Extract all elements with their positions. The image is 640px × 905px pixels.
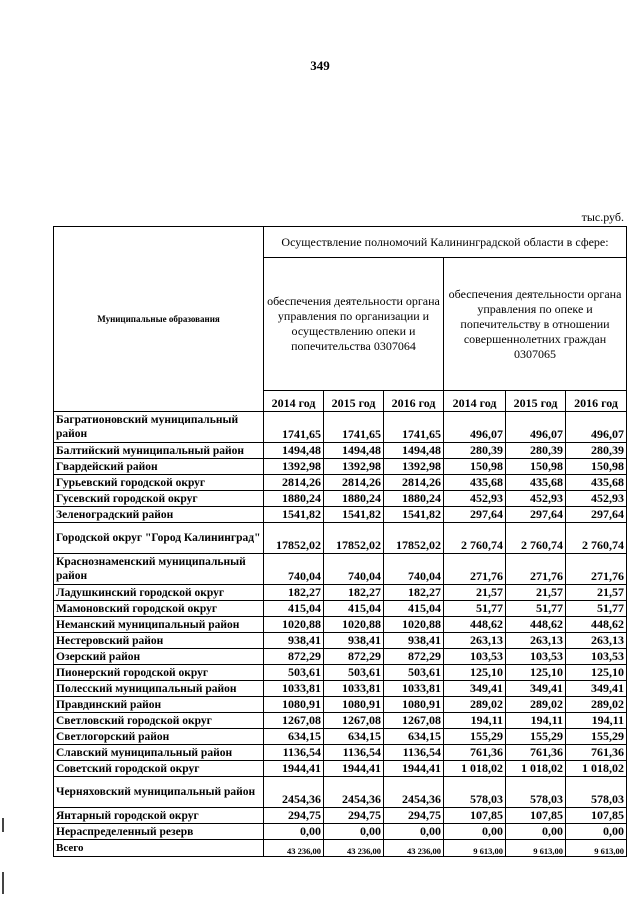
value-cell: 103,53 (444, 649, 506, 665)
municipality-name: Озерский район (54, 649, 264, 665)
value-cell: 1741,65 (264, 412, 324, 443)
value-cell: 1136,54 (264, 745, 324, 761)
table-row (54, 745, 627, 761)
table-row (54, 601, 627, 617)
year-header: 2016 год (566, 391, 627, 412)
value-cell: 280,39 (444, 443, 506, 459)
value-cell: 415,04 (324, 601, 384, 617)
value-cell: 1494,48 (264, 443, 324, 459)
municipality-name: Багратионовский муниципальный район (54, 412, 264, 443)
table-row (54, 808, 627, 824)
table-row (54, 507, 627, 523)
value-cell: 1541,82 (324, 507, 384, 523)
value-cell: 271,76 (444, 554, 506, 585)
value-cell: 578,03 (444, 777, 506, 808)
value-cell: 1267,08 (264, 713, 324, 729)
year-header: 2016 год (384, 391, 444, 412)
value-cell: 297,64 (506, 507, 566, 523)
total-value: 9 613,00 (566, 840, 627, 857)
value-cell: 0,00 (384, 824, 444, 840)
value-cell: 1 018,02 (444, 761, 506, 777)
value-cell: 448,62 (444, 617, 506, 633)
value-cell: 1541,82 (264, 507, 324, 523)
year-header: 2014 год (444, 391, 506, 412)
table-row (54, 491, 627, 507)
value-cell: 194,11 (566, 713, 627, 729)
value-cell: 21,57 (506, 585, 566, 601)
value-cell: 503,61 (324, 665, 384, 681)
table-row (54, 554, 627, 585)
value-cell: 289,02 (444, 697, 506, 713)
value-cell: 1392,98 (324, 459, 384, 475)
total-value: 9 613,00 (444, 840, 506, 857)
value-cell: 21,57 (566, 585, 627, 601)
value-cell: 271,76 (566, 554, 627, 585)
municipality-name: Нестеровский район (54, 633, 264, 649)
value-cell: 435,68 (566, 475, 627, 491)
table-row (54, 475, 627, 491)
value-cell: 452,93 (444, 491, 506, 507)
value-cell: 280,39 (566, 443, 627, 459)
value-cell: 1944,41 (264, 761, 324, 777)
value-cell: 1033,81 (324, 681, 384, 697)
value-cell: 435,68 (506, 475, 566, 491)
table-row (54, 585, 627, 601)
value-cell: 1741,65 (324, 412, 384, 443)
table-row (54, 761, 627, 777)
value-cell: 761,36 (506, 745, 566, 761)
value-cell: 294,75 (264, 808, 324, 824)
total-value: 9 613,00 (506, 840, 566, 857)
municipality-column-header: Муниципальные образования (54, 227, 264, 412)
municipality-name: Светловский городской округ (54, 713, 264, 729)
value-cell: 2 760,74 (566, 523, 627, 554)
table-row (54, 681, 627, 697)
value-cell: 1880,24 (384, 491, 444, 507)
value-cell: 1020,88 (384, 617, 444, 633)
value-cell: 155,29 (506, 729, 566, 745)
year-header: 2014 год (264, 391, 324, 412)
value-cell: 496,07 (506, 412, 566, 443)
table-body (54, 412, 627, 857)
value-cell: 1741,65 (384, 412, 444, 443)
value-cell: 294,75 (324, 808, 384, 824)
value-cell: 194,11 (506, 713, 566, 729)
value-cell: 503,61 (384, 665, 444, 681)
value-cell: 761,36 (444, 745, 506, 761)
value-cell: 182,27 (384, 585, 444, 601)
table-row (54, 412, 627, 443)
value-cell: 496,07 (566, 412, 627, 443)
value-cell: 1080,91 (264, 697, 324, 713)
margin-mark (2, 818, 4, 832)
municipality-name: Черняховский муниципальный район (54, 777, 264, 808)
table-row (54, 443, 627, 459)
value-cell: 872,29 (264, 649, 324, 665)
value-cell: 150,98 (444, 459, 506, 475)
municipality-name: Неманский муниципальный район (54, 617, 264, 633)
value-cell: 415,04 (264, 601, 324, 617)
table-row (54, 649, 627, 665)
value-cell: 294,75 (384, 808, 444, 824)
municipality-name: Светлогорский район (54, 729, 264, 745)
value-cell: 182,27 (264, 585, 324, 601)
value-cell: 0,00 (566, 824, 627, 840)
value-cell: 448,62 (506, 617, 566, 633)
value-cell: 1020,88 (264, 617, 324, 633)
municipality-name: Городской округ "Город Калининград" (54, 523, 264, 554)
margin-mark (2, 872, 4, 894)
value-cell: 452,93 (566, 491, 627, 507)
table-row (54, 523, 627, 554)
value-cell: 938,41 (384, 633, 444, 649)
value-cell: 107,85 (444, 808, 506, 824)
value-cell: 448,62 (566, 617, 627, 633)
value-cell: 51,77 (506, 601, 566, 617)
municipality-name: Пионерский городской округ (54, 665, 264, 681)
table-row (54, 729, 627, 745)
value-cell: 263,13 (444, 633, 506, 649)
total-label: Всего (54, 840, 264, 857)
total-row (54, 840, 627, 857)
value-cell: 1494,48 (384, 443, 444, 459)
municipality-name: Янтарный городской округ (54, 808, 264, 824)
value-cell: 289,02 (566, 697, 627, 713)
value-cell: 289,02 (506, 697, 566, 713)
value-cell: 1136,54 (384, 745, 444, 761)
value-cell: 51,77 (444, 601, 506, 617)
value-cell: 761,36 (566, 745, 627, 761)
value-cell: 263,13 (566, 633, 627, 649)
value-cell: 2454,36 (324, 777, 384, 808)
value-cell: 634,15 (384, 729, 444, 745)
value-cell: 415,04 (384, 601, 444, 617)
value-cell: 182,27 (324, 585, 384, 601)
value-cell: 263,13 (506, 633, 566, 649)
value-cell: 2 760,74 (506, 523, 566, 554)
municipality-name: Правдинский район (54, 697, 264, 713)
value-cell: 1 018,02 (566, 761, 627, 777)
value-cell: 578,03 (566, 777, 627, 808)
value-cell: 17852,02 (384, 523, 444, 554)
value-cell: 1494,48 (324, 443, 384, 459)
value-cell: 150,98 (506, 459, 566, 475)
table-row (54, 617, 627, 633)
value-cell: 103,53 (566, 649, 627, 665)
value-cell: 297,64 (566, 507, 627, 523)
sphere-header: Осуществление полномочий Калининградской области в сфере: (264, 227, 627, 258)
table-row (54, 777, 627, 808)
value-cell: 503,61 (264, 665, 324, 681)
value-cell: 1136,54 (324, 745, 384, 761)
value-cell: 2814,26 (324, 475, 384, 491)
value-cell: 496,07 (444, 412, 506, 443)
municipality-name: Гвардейский район (54, 459, 264, 475)
municipality-name: Мамоновский городской округ (54, 601, 264, 617)
value-cell: 740,04 (384, 554, 444, 585)
municipality-name: Советский городской округ (54, 761, 264, 777)
value-cell: 2814,26 (264, 475, 324, 491)
value-cell: 349,41 (566, 681, 627, 697)
value-cell: 1 018,02 (506, 761, 566, 777)
value-cell: 2814,26 (384, 475, 444, 491)
value-cell: 297,64 (444, 507, 506, 523)
municipality-name: Полесский муниципальный район (54, 681, 264, 697)
value-cell: 452,93 (506, 491, 566, 507)
municipality-name: Гурьевский городской округ (54, 475, 264, 491)
value-cell: 280,39 (506, 443, 566, 459)
value-cell: 1080,91 (384, 697, 444, 713)
municipality-name: Зеленоградский район (54, 507, 264, 523)
value-cell: 938,41 (324, 633, 384, 649)
value-cell: 2454,36 (384, 777, 444, 808)
value-cell: 1267,08 (324, 713, 384, 729)
value-cell: 1880,24 (264, 491, 324, 507)
value-cell: 740,04 (264, 554, 324, 585)
municipality-name: Ладушкинский городской округ (54, 585, 264, 601)
value-cell: 740,04 (324, 554, 384, 585)
value-cell: 0,00 (264, 824, 324, 840)
table-row (54, 633, 627, 649)
group-header-0307064: обеспечения деятельности органа управления по организации и осуществлению опеки и попечительства 0307064 (264, 258, 444, 391)
value-cell: 271,76 (506, 554, 566, 585)
value-cell: 194,11 (444, 713, 506, 729)
value-cell: 1033,81 (264, 681, 324, 697)
value-cell: 1944,41 (324, 761, 384, 777)
page-number: 349 (310, 58, 330, 73)
total-value: 43 236,00 (384, 840, 444, 857)
table-row (54, 713, 627, 729)
value-cell: 0,00 (444, 824, 506, 840)
value-cell: 17852,02 (264, 523, 324, 554)
municipality-name: Нераспределенный резерв (54, 824, 264, 840)
value-cell: 155,29 (566, 729, 627, 745)
value-cell: 125,10 (444, 665, 506, 681)
value-cell: 1541,82 (384, 507, 444, 523)
value-cell: 2454,36 (264, 777, 324, 808)
value-cell: 1392,98 (264, 459, 324, 475)
value-cell: 21,57 (444, 585, 506, 601)
value-cell: 51,77 (566, 601, 627, 617)
municipality-name: Краснознаменский муниципальный район (54, 554, 264, 585)
value-cell: 435,68 (444, 475, 506, 491)
group-header-0307065: обеспечения деятельности органа управления по опеке и попечительству в отношении совершеннолетних граждан 0307065 (444, 258, 627, 391)
total-value: 43 236,00 (264, 840, 324, 857)
value-cell: 125,10 (506, 665, 566, 681)
municipality-name: Славский муниципальный район (54, 745, 264, 761)
table-row (54, 697, 627, 713)
value-cell: 1080,91 (324, 697, 384, 713)
value-cell: 1944,41 (384, 761, 444, 777)
value-cell: 107,85 (506, 808, 566, 824)
year-header: 2015 год (324, 391, 384, 412)
municipality-name: Балтийский муниципальный район (54, 443, 264, 459)
value-cell: 1880,24 (324, 491, 384, 507)
value-cell: 349,41 (444, 681, 506, 697)
budget-table (53, 226, 627, 857)
value-cell: 1267,08 (384, 713, 444, 729)
year-header: 2015 год (506, 391, 566, 412)
value-cell: 2 760,74 (444, 523, 506, 554)
unit-label: тыс.руб. (581, 210, 624, 224)
value-cell: 0,00 (324, 824, 384, 840)
value-cell: 872,29 (384, 649, 444, 665)
value-cell: 578,03 (506, 777, 566, 808)
value-cell: 150,98 (566, 459, 627, 475)
value-cell: 1392,98 (384, 459, 444, 475)
value-cell: 634,15 (324, 729, 384, 745)
value-cell: 349,41 (506, 681, 566, 697)
value-cell: 938,41 (264, 633, 324, 649)
value-cell: 103,53 (506, 649, 566, 665)
value-cell: 872,29 (324, 649, 384, 665)
table-row (54, 824, 627, 840)
value-cell: 634,15 (264, 729, 324, 745)
value-cell: 107,85 (566, 808, 627, 824)
municipality-name: Гусевский городской округ (54, 491, 264, 507)
value-cell: 17852,02 (324, 523, 384, 554)
value-cell: 0,00 (506, 824, 566, 840)
value-cell: 1020,88 (324, 617, 384, 633)
total-value: 43 236,00 (324, 840, 384, 857)
table-row (54, 459, 627, 475)
value-cell: 1033,81 (384, 681, 444, 697)
value-cell: 125,10 (566, 665, 627, 681)
value-cell: 155,29 (444, 729, 506, 745)
table-row (54, 665, 627, 681)
